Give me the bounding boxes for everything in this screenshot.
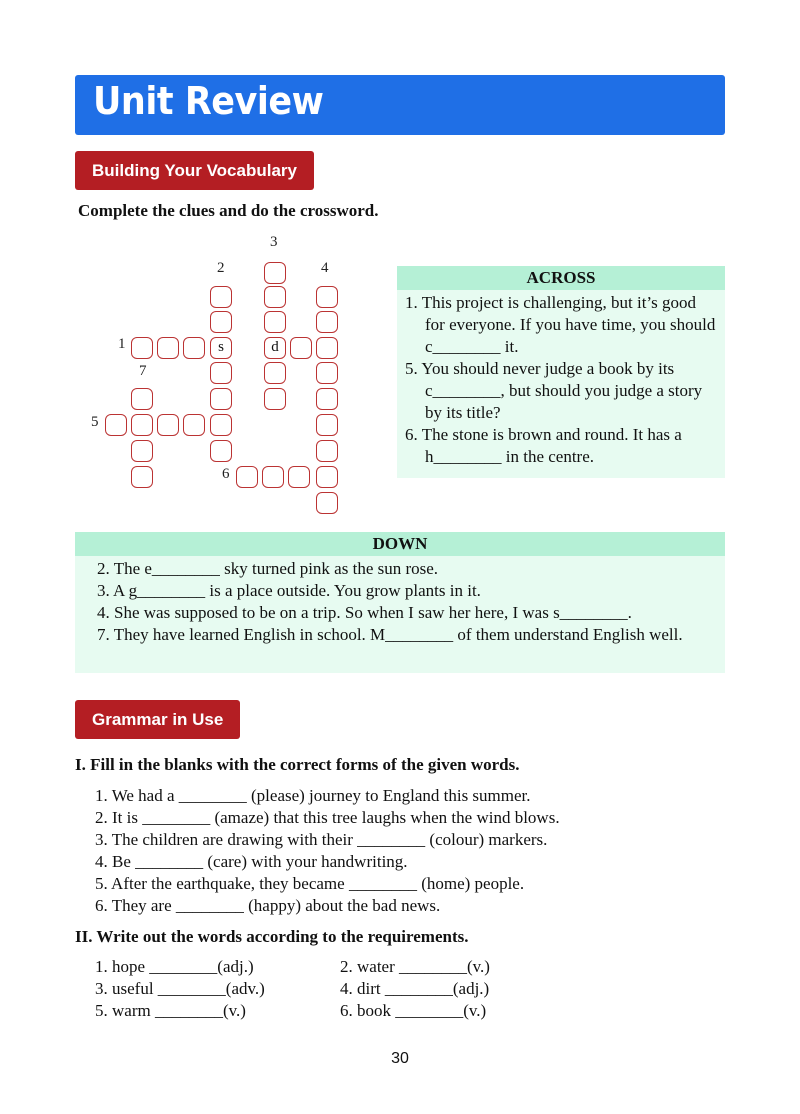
exercise-1-heading: I. Fill in the blanks with the correct forms of the given words. (75, 755, 520, 774)
crossword-clue-number: 3 (270, 234, 278, 250)
crossword-cell[interactable] (288, 466, 310, 488)
crossword-cell[interactable] (262, 466, 284, 488)
crossword-cell[interactable] (316, 414, 338, 436)
crossword-cell[interactable]: d (264, 337, 286, 359)
exercise-item: 5. warm ________(v.) (95, 1001, 246, 1020)
across-clue: 6. The stone is brown and round. It has a h________ in the centre. (405, 425, 682, 466)
exercise-2-heading: II. Write out the words according to the requirements. (75, 927, 469, 946)
crossword-cell[interactable] (316, 388, 338, 410)
crossword-clue-number: 2 (217, 260, 225, 276)
crossword-cell[interactable] (264, 286, 286, 308)
crossword-cell[interactable] (316, 286, 338, 308)
down-clue: 7. They have learned English in school. M________ of them understand English well. (97, 625, 683, 644)
exercise-item: 2. It is ________ (amaze) that this tree laughs when the wind blows. (95, 808, 560, 827)
exercise-item: 3. The children are drawing with their ________ (colour) markers. (95, 830, 548, 849)
exercise-item: 1. hope ________(adj.) (95, 957, 254, 976)
exercise-item: 3. useful ________(adv.) (95, 979, 265, 998)
exercise-item: 5. After the earthquake, they became ________ (home) people. (95, 874, 525, 893)
across-clue: 5. You should never judge a book by its c________, but should you judge a story by its title? (405, 359, 703, 422)
crossword-clue-number: 7 (139, 363, 147, 379)
crossword-cell[interactable] (131, 388, 153, 410)
crossword-cell[interactable] (210, 440, 232, 462)
page-title: Unit Review (93, 79, 324, 123)
crossword-cell[interactable] (131, 337, 153, 359)
exercise-item: 2. water ________(v.) (340, 957, 490, 976)
crossword-cell[interactable]: s (210, 337, 232, 359)
exercise-2-list (95, 956, 595, 1022)
crossword-cell[interactable] (210, 414, 232, 436)
crossword-cell[interactable] (316, 311, 338, 333)
exercise-item: 6. book ________(v.) (340, 1001, 487, 1020)
crossword-cell[interactable] (183, 414, 205, 436)
crossword-clue-number: 4 (321, 260, 329, 276)
grammar-section-tab: Grammar in Use (75, 700, 240, 739)
crossword-cell[interactable] (290, 337, 312, 359)
crossword-cell[interactable] (316, 362, 338, 384)
down-heading: DOWN (75, 532, 725, 556)
crossword-cell[interactable] (264, 311, 286, 333)
exercise-item: 4. Be ________ (care) with your handwriting. (95, 852, 408, 871)
crossword-cell[interactable] (264, 388, 286, 410)
page-number: 30 (391, 1050, 409, 1067)
crossword-clue-number: 5 (91, 414, 99, 430)
crossword-cell[interactable] (316, 337, 338, 359)
down-clue: 2. The e________ sky turned pink as the sun rose. (97, 559, 439, 578)
exercise-item: 4. dirt ________(adj.) (340, 979, 490, 998)
crossword-cell[interactable] (105, 414, 127, 436)
crossword-cell[interactable] (210, 362, 232, 384)
unit-review-banner (75, 75, 725, 135)
crossword-cell[interactable] (264, 262, 286, 284)
exercise-1-list (95, 785, 560, 917)
down-clue: 4. She was supposed to be on a trip. So when I saw her here, I was s________. (97, 603, 632, 622)
down-clues-box (75, 532, 725, 673)
crossword-cell[interactable] (236, 466, 258, 488)
crossword-cell[interactable] (157, 337, 179, 359)
down-clue: 3. A g________ is a place outside. You grow plants in it. (97, 581, 481, 600)
crossword-cell[interactable] (316, 466, 338, 488)
vocabulary-section-tab: Building Your Vocabulary (75, 151, 314, 190)
crossword-instruction: Complete the clues and do the crossword. (78, 201, 379, 220)
crossword-cell[interactable] (131, 440, 153, 462)
across-heading: ACROSS (397, 266, 725, 290)
crossword-cell[interactable] (210, 311, 232, 333)
exercise-item: 1. We had a ________ (please) journey to England this summer. (95, 786, 531, 805)
crossword-clue-number: 6 (222, 466, 230, 482)
crossword-cell[interactable] (210, 388, 232, 410)
exercise-item: 6. They are ________ (happy) about the bad news. (95, 896, 441, 915)
crossword-cell[interactable] (316, 492, 338, 514)
crossword-cell[interactable] (316, 440, 338, 462)
crossword-cell[interactable] (183, 337, 205, 359)
across-clues-box (397, 266, 725, 478)
crossword-cell[interactable] (157, 414, 179, 436)
across-clue: 1. This project is challenging, but it’s good for everyone. If you have time, you should c________ it. (405, 293, 716, 356)
crossword-cell[interactable] (210, 286, 232, 308)
crossword-cell[interactable] (131, 466, 153, 488)
crossword-cell[interactable] (131, 414, 153, 436)
crossword-cell[interactable] (264, 362, 286, 384)
crossword-clue-number: 1 (118, 336, 126, 352)
